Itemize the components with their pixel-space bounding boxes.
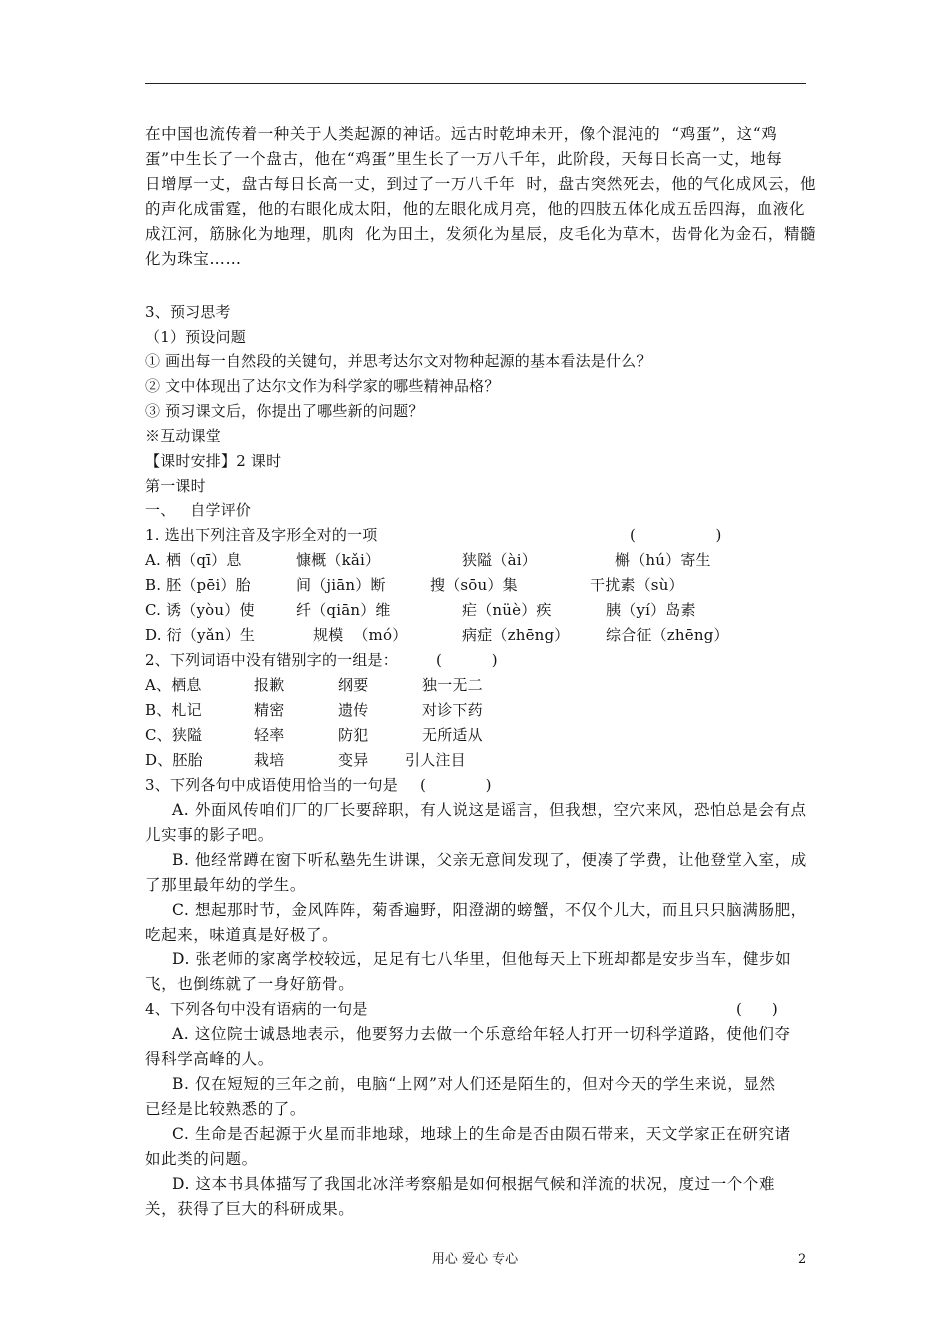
preview-subheading: （1）预设问题 (145, 328, 246, 346)
schedule-line: 【课时安排】2 课时 (145, 452, 282, 470)
q4-answer-bracket[interactable]: ( ) (736, 1000, 778, 1018)
page-footer: 用心 爱心 专心 (431, 1252, 519, 1267)
q2-stem: 2、下列词语中没有错别字的一组是： (145, 651, 398, 669)
q1-option-b-4: 干扰素（sù） (590, 576, 684, 594)
q3-option-c: C. 想起那时节，金风阵阵，菊香遍野，阳澄湖的螃蟹，不仅个儿大，而且只只脑满肠肥， (172, 901, 807, 919)
q2-answer-bracket[interactable]: ( ) (436, 651, 498, 669)
q1-option-d: D. 衍（yǎn）生 (145, 626, 256, 644)
q1-option-b-2: 间（jiān）断 (296, 576, 386, 594)
passage-line-4: 的声化成雷霆，他的右眼化成太阳，他的左眼化成月亮，他的四肢五体化成五岳四海，血液化 (145, 200, 806, 218)
q3-option-d-cont: 飞，也倒练就了一身好筋骨。 (145, 975, 355, 993)
q1-option-c: C. 诱（yòu）使 (145, 601, 255, 619)
q1-option-d-2: 规模 （mó） (313, 626, 408, 644)
q4-option-d: D. 这本书具体描写了我国北冰洋考察船是如何根据气候和洋流的状况，度过一个个难 (172, 1175, 776, 1193)
q2-option-d-2: 栽培 (254, 751, 285, 769)
preview-question-3: ③ 预习课文后，你提出了哪些新的问题？ (145, 402, 424, 420)
q2-option-d-4: 引人注目 (405, 751, 466, 769)
classroom-title: ※互动课堂 (145, 427, 222, 445)
passage-line-1: 在中国也流传着一种关于人类起源的神话。远古时乾坤未开，像个混沌的 “鸡蛋”，这“鸡 (145, 125, 778, 143)
passage-line-5: 成江河，筋脉化为地理，肌肉 化为田土，发须化为星辰，皮毛化为草木，齿骨化为金石，精髓 (145, 225, 817, 243)
q1-option-a-4: 槲（hú）寄生 (615, 551, 711, 569)
q3-answer-bracket[interactable]: ( ) (420, 776, 492, 794)
q4-option-a: A. 这位院士诚恳地表示，他要努力去做一个乐意给年轻人打开一切科学道路，使他们夺 (172, 1025, 791, 1043)
q3-option-a: A. 外面风传咱们厂的厂长要辞职，有人说这是谣言，但我想，空穴来风，恐怕总是会有点 (172, 801, 807, 819)
q2-option-d: D、胚胎 (145, 751, 203, 769)
q1-option-d-3: 病症（zhēng） (462, 626, 570, 644)
page-number: 2 (798, 1252, 807, 1267)
q1-option-b-3: 搜（sōu）集 (430, 576, 518, 594)
q1-option-c-4: 胰（yí）岛素 (606, 601, 696, 619)
q1-answer-bracket[interactable]: ( ) (630, 526, 722, 544)
q4-option-a-cont: 得科学高峰的人。 (145, 1050, 274, 1068)
q4-option-d-cont: 关，获得了巨大的科研成果。 (145, 1200, 355, 1218)
q4-option-b-cont: 已经是比较熟悉的了。 (145, 1100, 307, 1118)
q2-option-c-3: 防犯 (338, 726, 369, 744)
passage-line-2: 蛋”中生长了一个盘古，他在“鸡蛋”里生长了一万八千年，此阶段，天每日长高一丈，地每 (145, 150, 783, 168)
q2-option-b-2: 精密 (254, 701, 285, 719)
q2-option-c-2: 轻率 (254, 726, 285, 744)
q2-option-a: A、栖息 (145, 676, 202, 694)
q2-option-b-4: 对诊下药 (422, 701, 483, 719)
q1-option-d-4: 综合征（zhēng） (606, 626, 729, 644)
q4-option-b: B. 仅在短短的三年之前，电脑“上网”对人们还是陌生的，但对今天的学生来说，显然 (172, 1075, 776, 1093)
passage-line-6: 化为珠宝…… (145, 250, 242, 268)
q4-option-c-cont: 如此类的问题。 (145, 1150, 258, 1168)
q4-option-c: C. 生命是否起源于火星而非地球，地球上的生命是否由陨石带来，天文学家正在研究诸 (172, 1125, 791, 1143)
q1-option-a-2: 慷概（kǎi） (296, 551, 381, 569)
preview-question-1: ① 画出每一自然段的关键句，并思考达尔文对物种起源的基本看法是什么？ (145, 352, 652, 370)
q3-option-c-cont: 吃起来，味道真是好极了。 (145, 926, 339, 944)
q3-stem: 3、下列各句中成语使用恰当的一句是 (145, 776, 398, 794)
q1-option-c-2: 纤（qiān）维 (296, 601, 391, 619)
preview-question-2: ② 文中体现出了达尔文作为科学家的哪些精神品格？ (145, 377, 500, 395)
q2-option-a-3: 纲要 (338, 676, 369, 694)
q2-option-d-3: 变异 (338, 751, 369, 769)
q2-option-a-4: 独一无二 (422, 676, 483, 694)
q3-option-b: B. 他经常蹲在窗下听私塾先生讲课，父亲无意间发现了，便凑了学费，让他登堂入室，成 (172, 851, 807, 869)
preview-heading: 3、预习思考 (145, 303, 231, 321)
q2-option-a-2: 报歉 (254, 676, 285, 694)
q1-stem: 1. 选出下列注音及字形全对的一项 (145, 526, 378, 544)
q2-option-b-3: 遗传 (338, 701, 369, 719)
passage-line-3: 日增厚一丈，盘古每日长高一丈，到过了一万八千年 时，盘古突然死去，他的气化成风云，他 (145, 175, 817, 193)
section-heading: 一、 自学评价 (145, 501, 252, 519)
q3-option-a-cont: 儿实事的影子吧。 (145, 826, 274, 844)
q4-stem: 4、下列各句中没有语病的一句是 (145, 1000, 368, 1018)
q1-option-c-3: 疟（nüè）疾 (462, 601, 552, 619)
q2-option-c: C、狭隘 (145, 726, 203, 744)
q3-option-d: D. 张老师的家离学校较远，足足有七八华里，但他每天上下班却都是安步当车，健步如 (172, 950, 792, 968)
q1-option-a-3: 狭隘（ài） (462, 551, 537, 569)
q2-option-b: B、札记 (145, 701, 202, 719)
lesson-title: 第一课时 (145, 477, 206, 495)
q2-option-c-4: 无所适从 (422, 726, 483, 744)
header-rule (145, 83, 806, 84)
q1-option-a: A. 栖（qī）息 (145, 551, 242, 569)
q1-option-b: B. 胚（pēi）胎 (145, 576, 251, 594)
q3-option-b-cont: 了那里最年幼的学生。 (145, 876, 307, 894)
